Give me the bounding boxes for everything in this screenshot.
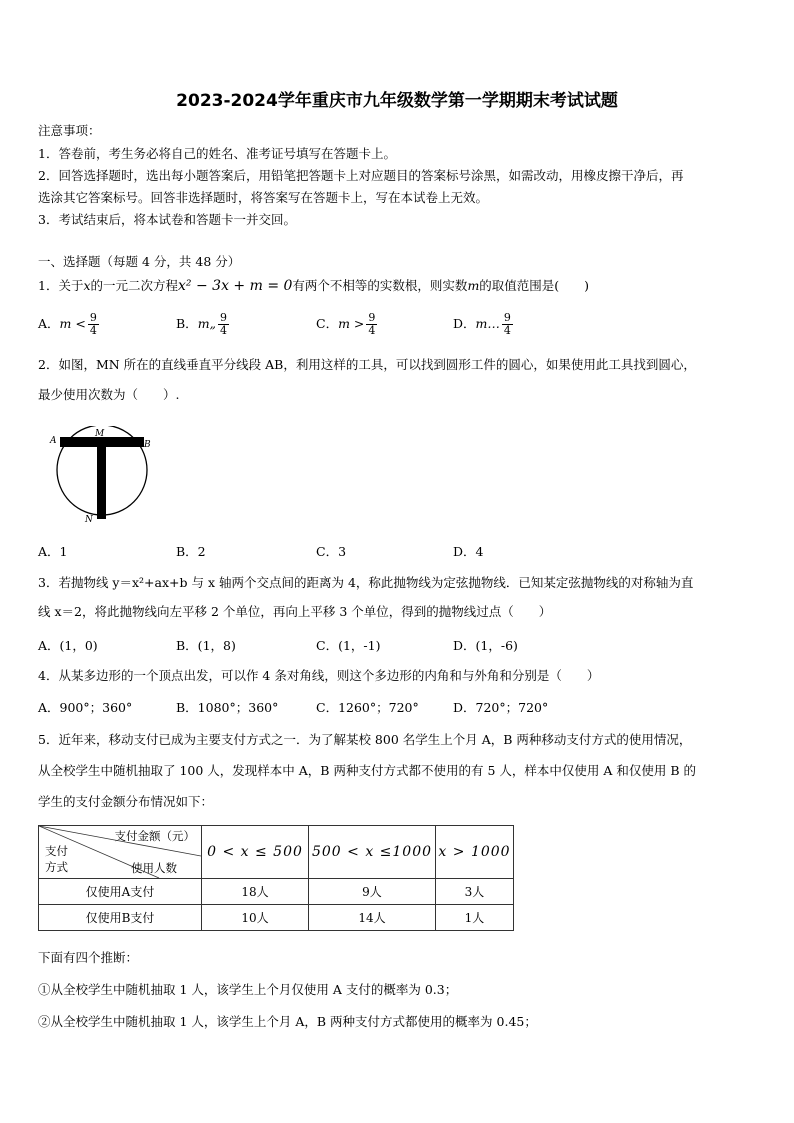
label-a: A — [50, 436, 57, 446]
q3-option-a[interactable]: A．(1，0) — [38, 638, 98, 653]
q1-var-x: x — [83, 278, 91, 293]
page-title: 2023-2024学年重庆市九年级数学第一学期期末考试试题 — [176, 91, 618, 111]
q2-line-2: 最少使用次数为（ ）. — [38, 387, 180, 402]
q1-mid: 的一元二次方程 — [90, 278, 179, 293]
row-label: 仅使用B支付 — [39, 905, 202, 931]
inference-item: ②从全校学生中随机抽取 1 人，该学生上个月 A，B 两种支付方式都使用的概率为 0.45； — [38, 1014, 537, 1029]
inference-item: ①从全校学生中随机抽取 1 人，该学生上个月仅使用 A 支付的概率为 0.3； — [38, 982, 458, 997]
fraction: $\frac{9}{4}$ — [503, 311, 511, 337]
corner-method-label-1: 支付 — [45, 844, 68, 858]
table-row — [39, 879, 514, 905]
column-header: x > 1000 — [436, 826, 514, 879]
ruler-stem — [97, 447, 106, 519]
table-cell: 9人 — [309, 879, 436, 905]
q2-option-a[interactable]: A．1 — [38, 544, 68, 559]
q4-option-c[interactable]: C．1260°；720° — [316, 700, 419, 715]
q4-option-d[interactable]: D．720°；720° — [453, 700, 549, 715]
payment-table — [38, 825, 514, 931]
fraction: $\frac{9}{4}$ — [220, 311, 228, 337]
notice-item: 选涂其它答案标号。回答非选择题时，将答案写在答题卡上，写在本试卷上无效。 — [38, 190, 489, 205]
inference-heading: 下面有四个推断： — [38, 950, 139, 965]
q3-option-d[interactable]: D．(1，-6) — [453, 638, 518, 653]
table-cell: 18人 — [202, 879, 309, 905]
q1-var-m: m — [467, 278, 480, 293]
column-header: 500 < x ≤1000 — [309, 826, 436, 879]
fraction: $\frac{9}{4}$ — [368, 311, 376, 337]
t-square-figure — [44, 426, 164, 526]
notice-item: 1．答卷前，考生务必将自己的姓名、准考证号填写在答题卡上。 — [38, 146, 396, 161]
q1-option-c[interactable]: C．m > $\frac{9}{4}$ — [316, 311, 376, 337]
row-label: 仅使用A支付 — [39, 879, 202, 905]
corner-count-label: 使用人数 — [131, 861, 177, 875]
q1-pre: 1．关于 — [38, 278, 84, 293]
q2-line-1: 2．如图，MN 所在的直线垂直平分线段 AB，利用这样的工具，可以找到圆形工件的圆心，如果使用此工具找到圆心， — [38, 357, 696, 372]
q2-option-d[interactable]: D．4 — [453, 544, 484, 559]
q1-option-b[interactable]: B．m„ $\frac{9}{4}$ — [176, 311, 228, 337]
table-row — [39, 905, 514, 931]
label-b: B — [144, 440, 151, 450]
table-cell: 1人 — [436, 905, 514, 931]
notice-item: 3．考试结束后，将本试卷和答题卡一并交回。 — [38, 212, 296, 227]
q3-line-1: 3．若抛物线 y＝x²+ax+b 与 x 轴两个交点间的距离为 4，称此抛物线为定弦抛物线．已知某定弦抛物线的对称轴为直 — [38, 575, 694, 590]
q1-option-d[interactable]: D．m… $\frac{9}{4}$ — [453, 311, 511, 337]
table-cell: 3人 — [436, 879, 514, 905]
q5-line-3: 学生的支付金额分布情况如下： — [38, 794, 214, 809]
column-header: 0 < x ≤ 500 — [202, 826, 309, 879]
section-heading: 一、选择题（每题 4 分，共 48 分） — [38, 254, 241, 269]
q1-tail: 的取值范围是( ) — [479, 278, 590, 293]
q3-option-b[interactable]: B．(1，8) — [176, 638, 236, 653]
corner-amount-label: 支付金额（元） — [114, 829, 195, 843]
q2-option-c[interactable]: C．3 — [316, 544, 347, 559]
q2-option-b[interactable]: B．2 — [176, 544, 206, 559]
table-cell: 10人 — [202, 905, 309, 931]
q5-line-2: 从全校学生中随机抽取了 100 人，发现样本中 A，B 两种支付方式都不使用的有 5 人，样本中仅使用 A 和仅使用 B 的 — [38, 763, 696, 778]
q3-line-2: 线 x＝2，将此抛物线向左平移 2 个单位，再向上平移 3 个单位，得到的抛物线过点（ ） — [38, 604, 552, 619]
q4-option-b[interactable]: B．1080°；360° — [176, 700, 279, 715]
q4-line-1: 4．从某多边形的一个顶点出发，可以作 4 条对角线，则这个多边形的内角和与外角和分别是（ ） — [38, 668, 600, 683]
question-1 — [38, 276, 589, 294]
table-corner-cell — [39, 826, 202, 879]
q1-equation: x² − 3x + m = 0 — [178, 278, 293, 294]
notice-heading: 注意事项： — [38, 123, 101, 138]
corner-method-label-2: 方式 — [45, 860, 68, 874]
notice-item: 2．回答选择题时，选出每小题答案后，用铅笔把答题卡上对应题目的答案标号涂黑，如需改动，用橡皮擦干净后，再 — [38, 168, 684, 183]
q4-option-a[interactable]: A．900°；360° — [38, 700, 133, 715]
table-cell: 14人 — [309, 905, 436, 931]
q1-post: 有两个不相等的实数根，则实数 — [292, 278, 468, 293]
label-m: M — [95, 429, 105, 439]
q3-option-c[interactable]: C．(1，-1) — [316, 638, 381, 653]
label-n: N — [85, 515, 93, 525]
q1-option-a[interactable]: A．m < $\frac{9}{4}$ — [38, 311, 97, 337]
fraction: $\frac{9}{4}$ — [89, 311, 97, 337]
q5-line-1: 5．近年来，移动支付已成为主要支付方式之一．为了解某校 800 名学生上个月 A，B 两种移动支付方式的使用情况， — [38, 732, 692, 747]
